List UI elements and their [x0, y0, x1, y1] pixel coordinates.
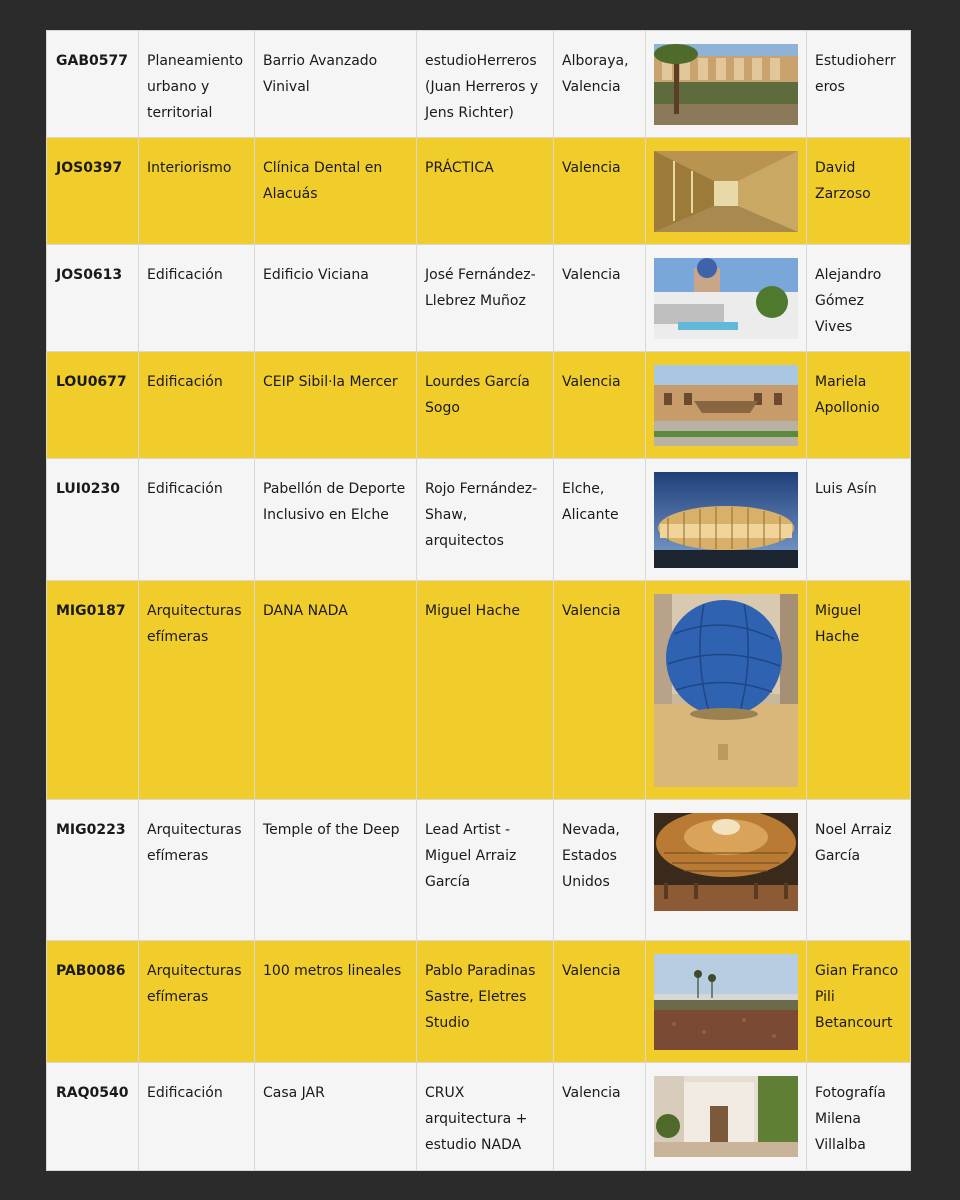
table-row: [47, 800, 911, 941]
project-code: JOS0397: [47, 138, 139, 245]
project-category: Edificación: [139, 245, 255, 352]
project-location: Valencia: [554, 138, 646, 245]
project-name: Barrio Avanzado Vinival: [255, 31, 417, 138]
projects-table: [46, 30, 911, 1171]
project-author: Lead Artist - Miguel Arraiz García: [417, 800, 554, 941]
pavilion-photo: [654, 472, 798, 568]
project-name: DANA NADA: [255, 581, 417, 800]
project-location: Valencia: [554, 352, 646, 459]
project-location: Elche, Alicante: [554, 459, 646, 581]
project-category: Edificación: [139, 1063, 255, 1171]
project-code: MIG0223: [47, 800, 139, 941]
photographer: Estudioherreros: [807, 31, 911, 138]
project-category: Arquitecturas efímeras: [139, 941, 255, 1063]
project-category: Interiorismo: [139, 138, 255, 245]
project-code: RAQ0540: [47, 1063, 139, 1171]
building-photo: [654, 258, 798, 339]
project-category: Planeamiento urbano y territorial: [139, 31, 255, 138]
project-location: Alboraya, Valencia: [554, 31, 646, 138]
project-category: Edificación: [139, 459, 255, 581]
table-row: [47, 941, 911, 1063]
landscape-photo: [654, 954, 798, 1050]
table-row: [47, 31, 911, 138]
project-location: Valencia: [554, 941, 646, 1063]
project-code: MIG0187: [47, 581, 139, 800]
table-row: [47, 1063, 911, 1171]
project-location: Valencia: [554, 245, 646, 352]
project-code: PAB0086: [47, 941, 139, 1063]
table-row: [47, 581, 911, 800]
photographer: Fotografía Milena Villalba: [807, 1063, 911, 1171]
project-author: José Fernández-Llebrez Muñoz: [417, 245, 554, 352]
project-author: CRUX arquitectura + estudio NADA: [417, 1063, 554, 1171]
building-photo: [654, 44, 798, 125]
table-row: [47, 138, 911, 245]
photographer: Miguel Hache: [807, 581, 911, 800]
project-category: Arquitecturas efímeras: [139, 800, 255, 941]
photographer: Alejandro Gómez Vives: [807, 245, 911, 352]
sphere-sculpture-photo: [654, 594, 798, 787]
school-photo: [654, 365, 798, 446]
temple-photo: [654, 813, 798, 911]
table-row: [47, 459, 911, 581]
project-location: Valencia: [554, 1063, 646, 1171]
project-author: Rojo Fernández-Shaw, arquitectos: [417, 459, 554, 581]
project-code: LUI0230: [47, 459, 139, 581]
project-author: estudioHerreros (Juan Herreros y Jens Richter): [417, 31, 554, 138]
project-name: Pabellón de Deporte Inclusivo en Elche: [255, 459, 417, 581]
project-name: Temple of the Deep: [255, 800, 417, 941]
project-category: Edificación: [139, 352, 255, 459]
project-name: CEIP Sibil·la Mercer: [255, 352, 417, 459]
project-location: Nevada, Estados Unidos: [554, 800, 646, 941]
photographer: David Zarzoso: [807, 138, 911, 245]
project-category: Arquitecturas efímeras: [139, 581, 255, 800]
project-name: Edificio Viciana: [255, 245, 417, 352]
table-row: [47, 352, 911, 459]
project-author: PRÁCTICA: [417, 138, 554, 245]
document-page: [46, 30, 910, 1170]
photographer: Luis Asín: [807, 459, 911, 581]
photographer: Gian Franco Pili Betancourt: [807, 941, 911, 1063]
project-name: 100 metros lineales: [255, 941, 417, 1063]
project-author: Miguel Hache: [417, 581, 554, 800]
project-name: Clínica Dental en Alacuás: [255, 138, 417, 245]
project-author: Pablo Paradinas Sastre, Eletres Studio: [417, 941, 554, 1063]
photographer: Mariela Apollonio: [807, 352, 911, 459]
project-location: Valencia: [554, 581, 646, 800]
table-row: [47, 245, 911, 352]
interior-photo: [654, 151, 798, 232]
project-code: JOS0613: [47, 245, 139, 352]
project-code: GAB0577: [47, 31, 139, 138]
project-code: LOU0677: [47, 352, 139, 459]
project-author: Lourdes García Sogo: [417, 352, 554, 459]
house-photo: [654, 1076, 798, 1157]
project-name: Casa JAR: [255, 1063, 417, 1171]
photographer: Noel Arraiz García: [807, 800, 911, 941]
